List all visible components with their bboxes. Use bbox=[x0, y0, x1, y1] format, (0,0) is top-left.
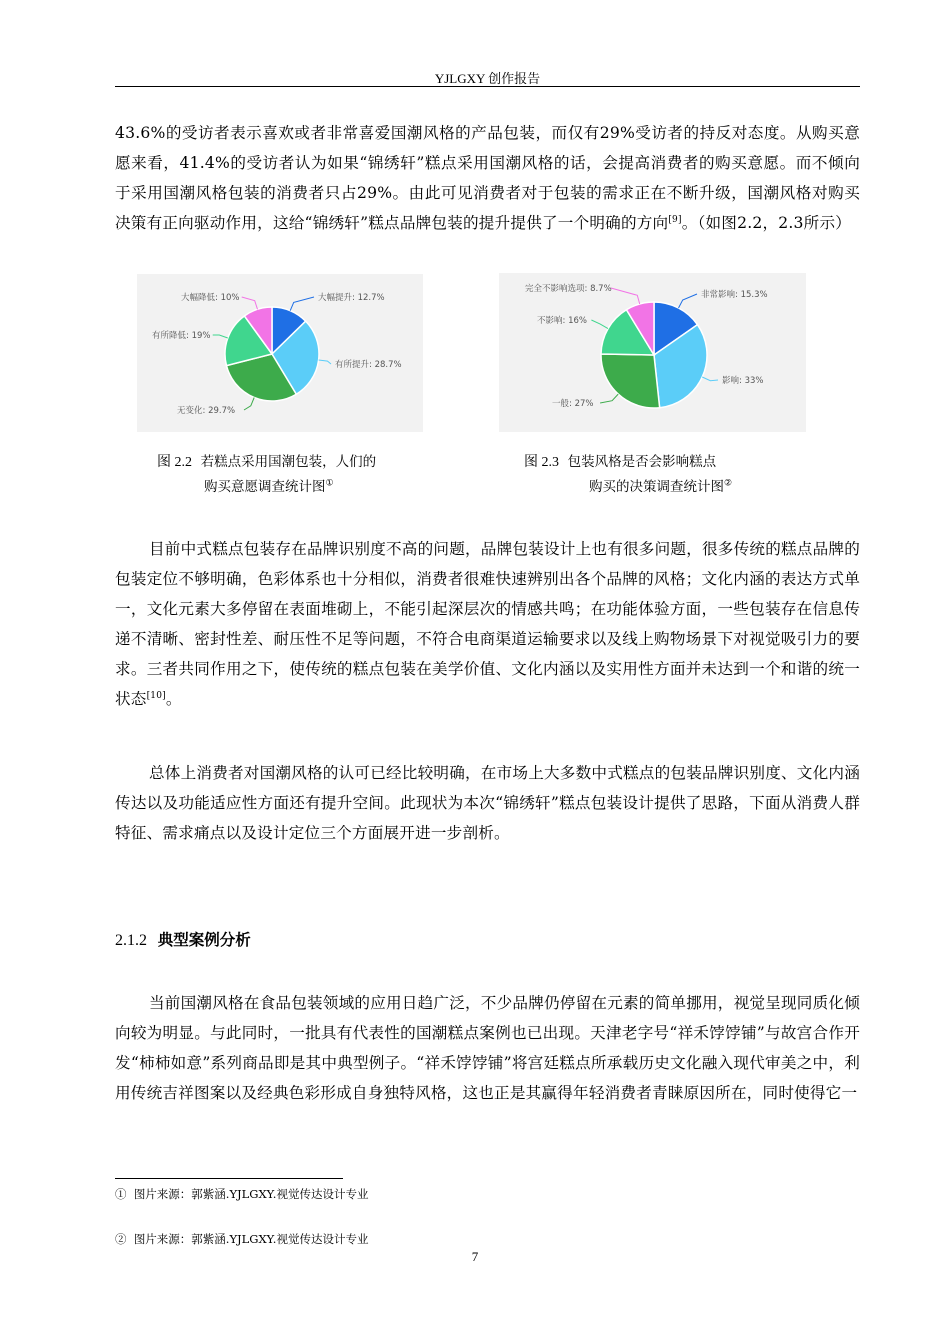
section-title: 典型案例分析 bbox=[157, 931, 251, 949]
pie-leader-line bbox=[290, 297, 314, 311]
pie-chart-purchase-intent bbox=[137, 274, 423, 432]
pie-leader-line bbox=[242, 297, 258, 309]
pie-slice-label: 大幅降低: 10% bbox=[181, 293, 240, 303]
pie-chart-svg bbox=[499, 273, 806, 432]
caption-number: 图 2.2 bbox=[157, 455, 192, 470]
caption-number: 图 2.3 bbox=[524, 455, 559, 470]
footnote-2 bbox=[115, 1231, 368, 1247]
citation-ref: [10] bbox=[146, 690, 166, 701]
figure-caption-2-2 bbox=[157, 450, 376, 499]
pie-slice-label: 非常影响: 15.3% bbox=[701, 290, 768, 300]
pie-slice-label: 影响: 33% bbox=[722, 376, 764, 386]
paragraph-current-problems bbox=[115, 534, 860, 714]
pie-chart-packaging-influence bbox=[499, 273, 806, 432]
pie-slice-label: 有所降低: 19% bbox=[152, 331, 211, 341]
running-header: YJLGXY 创作报告 bbox=[434, 71, 541, 86]
footnote-mark: ② bbox=[115, 1232, 127, 1246]
citation-ref: [9] bbox=[668, 214, 682, 225]
caption-line: 购买的决策调查统计图 bbox=[589, 479, 724, 495]
paragraph-text: 43.6%的受访者表示喜欢或者非常喜爱国潮风格的产品包装，而仅有29%受访者的持反对态度。从购买意愿来看，41.4%的受访者认为如果“锦绣轩”糕点采用国潮风格的话，会提高消费者的购买意愿。而不倾向于采用国潮风格包装的消费者只占29%。由此可见消费者对于包装的需求正在不断升级，国潮风格对购买决策有正向驱动作用，这给“锦绣轩”糕点品牌包装的提升提供了一个明确的方向 bbox=[115, 124, 860, 232]
section-number: 2.1.2 bbox=[115, 932, 147, 949]
paragraph-text: 总体上消费者对国潮风格的认可已经比较明确，在市场上大多数中式糕点的包装品牌识别度、文化内涵传达以及功能适应性方面还有提升空间。此现状为本次“锦绣轩”糕点包装设计提供了思路，下面从消费人群特征、需求痛点以及设计定位三个方面展开进一步剖析。 bbox=[115, 764, 860, 842]
figure-caption-2-3 bbox=[524, 450, 732, 499]
paragraph-text: 目前中式糕点包装存在品牌识别度不高的问题，品牌包装设计上也有很多问题，很多传统的糕点品牌的包装定位不够明确，色彩体系也十分相似，消费者很难快速辨别出各个品牌的风格；文化内涵的表达方式单一，文化元素大多停留在表面堆砌上，不能引起深层次的情感共鸣；在功能体验方面，一些包装存在信息传递不清晰、密封性差、耐压性不足等问题，不符合电商渠道运输要求以及线上购物场景下对视觉吸引力的要求。三者共同作用之下，使传统的糕点包装在美学价值、文化内涵以及实用性方面并未达到一个和谐的统一状态 bbox=[115, 540, 860, 708]
pie-chart-svg bbox=[137, 274, 423, 432]
pie-leader-line bbox=[679, 294, 698, 308]
pie-leader-line bbox=[600, 394, 618, 403]
footnote-mark: ① bbox=[325, 478, 334, 489]
caption-line: 包装风格是否会影响糕点 bbox=[567, 454, 717, 470]
page-number: 7 bbox=[471, 1249, 479, 1264]
paragraph-case-analysis bbox=[115, 988, 860, 1108]
pie-slice-label: 大幅提升: 12.7% bbox=[318, 293, 385, 303]
footnote-mark: ② bbox=[724, 478, 733, 489]
pie-slice-label: 有所提升: 28.7% bbox=[335, 360, 402, 370]
footnote-text: 图片来源：郭紫涵.YJLGXY.视觉传达设计专业 bbox=[133, 1232, 369, 1246]
pie-slice-label: 无变化: 29.7% bbox=[177, 406, 236, 416]
paragraph-intro-survey bbox=[115, 118, 860, 238]
paragraph-summary bbox=[115, 758, 860, 848]
pie-slice-label: 一般: 27% bbox=[552, 399, 594, 409]
header-rule bbox=[115, 86, 860, 87]
pie-leader-line bbox=[702, 377, 718, 381]
section-heading bbox=[115, 928, 251, 950]
pie-leader-line bbox=[213, 335, 228, 338]
footnote-mark: ① bbox=[115, 1187, 127, 1201]
caption-line: 购买意愿调查统计图 bbox=[204, 479, 326, 495]
pie-leader-line bbox=[244, 398, 254, 411]
footnote-text: 图片来源：郭紫涵.YJLGXY.视觉传达设计专业 bbox=[133, 1187, 369, 1201]
paragraph-tail: 。（如图2.2，2.3所示） bbox=[681, 214, 852, 232]
caption-line: 若糕点采用国潮包装，人们的 bbox=[200, 454, 377, 470]
pie-slice-label: 完全不影响选项: 8.7% bbox=[525, 284, 612, 294]
pie-leader-line bbox=[319, 360, 331, 364]
paragraph-tail: 。 bbox=[165, 690, 182, 708]
pie-slice-label: 不影响: 16% bbox=[537, 316, 587, 326]
paragraph-text: 当前国潮风格在食品包装领域的应用日趋广泛，不少品牌仍停留在元素的简单挪用，视觉呈现同质化倾向较为明显。与此同时，一批具有代表性的国潮糕点案例也已出现。天津老字号“祥禾饽饽铺”与故宫合作开发“柿柿如意”系列商品即是其中典型例子。“祥禾饽饽铺”将宫廷糕点所承载历史文化融入现代审美之中，利用传统吉祥图案以及经典色彩形成自身独特风格，这也正是其赢得年轻消费者青睐原因所在，同时使得它一 bbox=[115, 994, 860, 1102]
footnote-1 bbox=[115, 1186, 368, 1202]
pie-leader-line bbox=[611, 288, 640, 304]
footnote-rule bbox=[115, 1178, 343, 1179]
pie-leader-line bbox=[591, 320, 608, 329]
pie-slice bbox=[601, 354, 660, 408]
